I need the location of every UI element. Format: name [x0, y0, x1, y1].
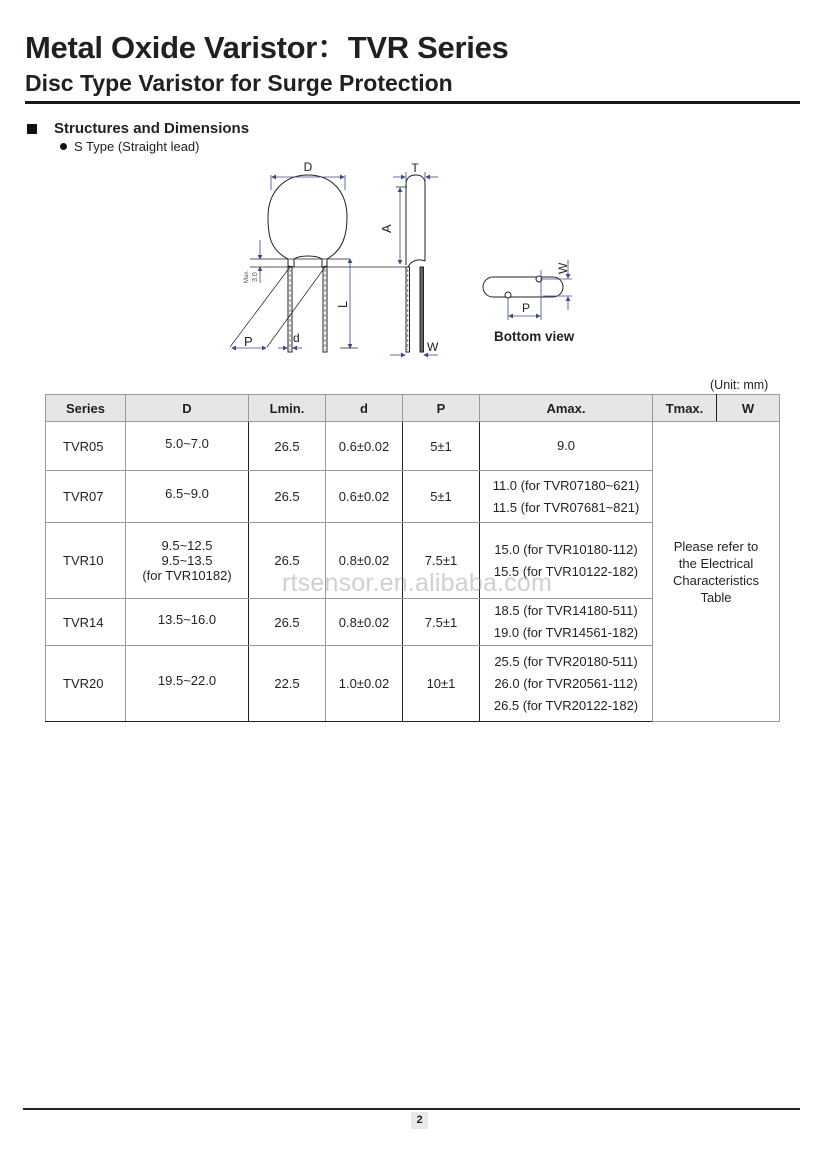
label-A: A: [379, 224, 394, 233]
bottom-label-P: P: [522, 301, 531, 315]
cell-D: 13.5~16.0: [126, 599, 249, 646]
cell-P: 5±1: [403, 422, 480, 471]
cell-d: 0.8±0.02: [326, 523, 403, 599]
cell-d: 0.6±0.02: [326, 422, 403, 471]
label-D: D: [303, 160, 313, 174]
document-title: Metal Oxide Varistor：TVR Series: [25, 30, 509, 65]
page-number: 2: [411, 1112, 428, 1129]
cell-P: 5±1: [403, 471, 480, 523]
cell-series: TVR14: [46, 599, 126, 646]
side-view: [406, 175, 425, 352]
watermark: rtsensor.en.alibaba.com: [282, 569, 553, 597]
col-header-D: D: [126, 395, 249, 422]
section-heading: [27, 120, 249, 137]
cell-series: TVR20: [46, 646, 126, 722]
label-max-value: 3.0: [252, 272, 259, 282]
varistor-dimension-diagram: [230, 155, 455, 360]
cell-D: 6.5~9.0: [126, 471, 249, 523]
bottom-view-caption: Bottom view: [494, 329, 575, 344]
cell-D: 5.0~7.0: [126, 422, 249, 471]
cell-P: 7.5±1: [403, 599, 480, 646]
cell-Amax: 25.5 (for TVR20180-511) 26.0 (for TVR20561-112) 26.5 (for TVR20122-182): [480, 646, 653, 722]
side-dimension-lines: [390, 172, 438, 355]
cell-Lmin: 26.5: [249, 523, 326, 599]
cell-d: 1.0±0.02: [326, 646, 403, 722]
cell-series: TVR07: [46, 471, 126, 523]
table-header-row: [46, 395, 780, 422]
header-divider: [25, 101, 800, 104]
label-L: L: [335, 300, 350, 308]
cell-D: 9.5~12.5 9.5~13.5 (for TVR10182): [126, 523, 249, 599]
cell-Amax: 15.0 (for TVR10180-112) 15.5 (for TVR10122-182): [480, 523, 653, 599]
section-sub-item: [60, 139, 200, 154]
label-T: T: [411, 161, 419, 175]
cell-Amax: 11.0 (for TVR07180~621) 11.5 (for TVR07681~821): [480, 471, 653, 523]
dimensions-table: [45, 394, 780, 722]
document-subtitle: Disc Type Varistor for Surge Protection: [25, 70, 453, 96]
cell-d: 0.6±0.02: [326, 471, 403, 523]
label-max: Max.: [244, 269, 250, 283]
section-heading-label: Structures and Dimensions: [54, 120, 250, 137]
bottom-view-diagram: [470, 250, 590, 325]
unit-note: (Unit: mm): [710, 378, 769, 392]
cell-d: 0.8±0.02: [326, 599, 403, 646]
col-header-P: P: [403, 395, 480, 422]
label-d: d: [293, 331, 300, 345]
cell-Lmin: 26.5: [249, 422, 326, 471]
col-header-W: W: [717, 395, 780, 422]
cell-Lmin: 26.5: [249, 599, 326, 646]
front-dimension-lines: [230, 175, 410, 348]
col-header-Tmax: Tmax.: [653, 395, 717, 422]
cell-series: TVR05: [46, 422, 126, 471]
cell-Amax: 9.0: [480, 422, 653, 471]
cell-Lmin: 26.5: [249, 471, 326, 523]
round-bullet-icon: [60, 143, 67, 150]
cell-Lmin: 22.5: [249, 646, 326, 722]
sub-item-label: S Type (Straight lead): [74, 139, 200, 154]
table-row: [46, 422, 780, 471]
cell-series: TVR10: [46, 523, 126, 599]
col-header-Amax: Amax.: [480, 395, 653, 422]
cell-Amax: 18.5 (for TVR14180-511) 19.0 (for TVR14561-182): [480, 599, 653, 646]
cell-Tmax-W-note: Please refer to the Electrical Characteristics Table: [653, 422, 780, 722]
col-header-Lmin: Lmin.: [249, 395, 326, 422]
col-header-d: d: [326, 395, 403, 422]
front-view: [268, 175, 347, 352]
cell-P: 7.5±1: [403, 523, 480, 599]
cell-D: 19.5~22.0: [126, 646, 249, 722]
label-W: W: [427, 340, 439, 354]
col-header-series: Series: [46, 395, 126, 422]
cell-P: 10±1: [403, 646, 480, 722]
footer-divider: [23, 1108, 800, 1110]
bottom-label-W: W: [556, 262, 570, 274]
label-P: P: [244, 334, 253, 349]
square-bullet-icon: [27, 124, 37, 134]
